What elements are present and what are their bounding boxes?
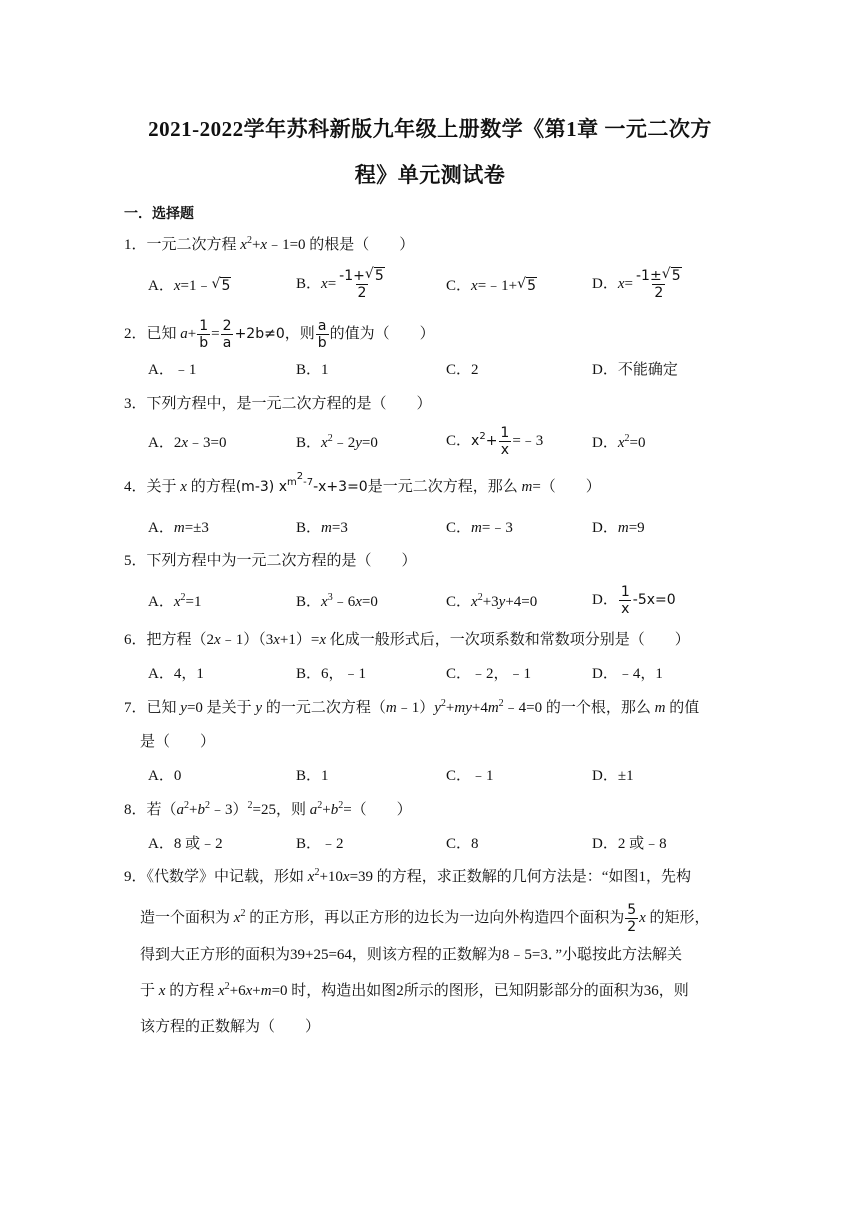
q5-option-a: A．$x^2=1$ xyxy=(148,592,202,610)
question-stem: 下列方程中为一元二次方程的是（ ） xyxy=(146,553,417,569)
q2-option-c: C．2 xyxy=(446,362,479,378)
question-number: 9． xyxy=(124,869,147,885)
q6-option-b: B．6，﹣1 xyxy=(296,666,367,682)
q5-option-c: C．$x^2+3y+4=0$ xyxy=(446,592,538,610)
q1-option-c: C．x=﹣1+ √ 5 xyxy=(446,276,537,294)
question-3 xyxy=(124,393,432,415)
question-8: 8．若$(a^2+b^2﹣3)^2=25$，则 $a^2+b^2=$（ ） xyxy=(124,800,412,818)
q5-option-b: B．$x^3﹣6x=0$ xyxy=(296,592,378,610)
question-number: 4． xyxy=(124,479,147,495)
q2-option-a: A．﹣1 xyxy=(148,362,197,378)
q8-option-b: B．﹣2 xyxy=(296,836,344,852)
question-number: 6． xyxy=(124,632,147,648)
q2-option-b: B．1 xyxy=(296,362,329,378)
page-title-line1: 2021-2022学年苏科新版九年级上册数学《第1章 一元二次方 xyxy=(148,117,712,141)
question-2: 2．已知 a+ $\frac{1}{b}$ = $\frac{2}{a}$ +2b≠0，则 $\frac{a}{b}$ 的值为（ ） xyxy=(124,318,435,351)
question-number: 2． xyxy=(124,325,147,342)
question-number: 5． xyxy=(124,553,147,569)
q3-option-c: C．$x^2+$ $\frac{1}{x}$ =﹣3 xyxy=(446,425,544,458)
q4-option-d: D．m=9 xyxy=(592,520,645,536)
q3-option-d: D．$x^2=0$ xyxy=(592,433,646,451)
q8-option-d: D．2 或﹣8 xyxy=(592,836,667,852)
q4-option-a: A．m=±3 xyxy=(148,520,209,536)
question-1: 1．一元二次方程 $x^2+x﹣1=0$ 的根是（ ） xyxy=(124,235,415,253)
q6-option-d: D．﹣4，1 xyxy=(592,666,663,682)
q1-option-d: D．x= -1± √ 5 2 xyxy=(592,266,681,301)
question-number: 7． xyxy=(124,700,147,716)
q5-option-d: D． $\frac{1}{x}$ -5x=0 xyxy=(592,584,676,617)
question-stem: 下列方程中，是一元二次方程的是（ ） xyxy=(146,396,432,412)
q3-option-b: B．$x^2﹣2y=0$ xyxy=(296,433,378,451)
question-4: 4．关于 x 的方程(m-3) $x^{m^2-7}-x+3=0$是一元二次方程，那么 m=（ ） xyxy=(124,471,601,495)
q7-option-b: B．1 xyxy=(296,768,329,784)
question-9-line2: 造一个面积为 $x^2$ 的正方形，再以正方形的边长为一边向外构造四个面积为 $\frac{5}{2}$ x 的矩形， xyxy=(140,902,710,935)
q7-option-c: C．﹣1 xyxy=(446,768,494,784)
q6-option-c: C．﹣2，﹣1 xyxy=(446,666,532,682)
section-heading: 一．选择题 xyxy=(124,207,194,222)
question-7: 7．已知 y=0 是关于 y 的一元二次方程$(m﹣1)y^2+my+4m^2﹣4=0$ 的一个根，那么 m 的值 xyxy=(124,698,700,716)
q6-option-a: A．4，1 xyxy=(148,666,204,682)
q3-option-a: A．2x﹣3=0 xyxy=(148,435,227,451)
question-5 xyxy=(124,550,417,572)
question-6: 6．把方程（2x﹣1）（3x+1）=x 化成一般形式后，一次项系数和常数项分别是（ ） xyxy=(124,632,690,648)
question-number: 8． xyxy=(124,802,147,818)
question-number: 3． xyxy=(124,396,147,412)
q4-option-c: C．m=﹣3 xyxy=(446,520,513,536)
question-number: 1． xyxy=(124,237,147,253)
question-9: 9．《代数学》中记载，形如 $x^2+10x=39$ 的方程，求正数解的几何方法是：“如图1，先构 xyxy=(124,867,691,885)
question-9-line5: 该方程的正数解为（ ） xyxy=(140,1019,321,1035)
q2-option-d: D．不能确定 xyxy=(592,362,678,378)
q4-option-b: B．m=3 xyxy=(296,520,348,536)
question-7-continued: 是（ ） xyxy=(140,734,216,750)
q1-option-a: A．x=1﹣ √ 5 xyxy=(148,276,231,294)
q1-option-b: B．x= -1+ √ 5 2 xyxy=(296,266,384,301)
q7-option-a: A．0 xyxy=(148,768,182,784)
question-9-line3: 得到大正方形的面积为39+25=64，则该方程的正数解为8﹣5=3．”小聪按此方法解关 xyxy=(140,947,683,963)
q7-option-d: D．±1 xyxy=(592,768,634,784)
q8-option-a: A．8 或﹣2 xyxy=(148,836,223,852)
q8-option-c: C．8 xyxy=(446,836,479,852)
question-9-line4: 于 x 的方程 $x^2+6x+m=0$ 时，构造出如图2所示的图形，已知阴影部分的面积为36，则 xyxy=(140,981,689,999)
page-title-line2: 程》单元测试卷 xyxy=(354,163,506,187)
